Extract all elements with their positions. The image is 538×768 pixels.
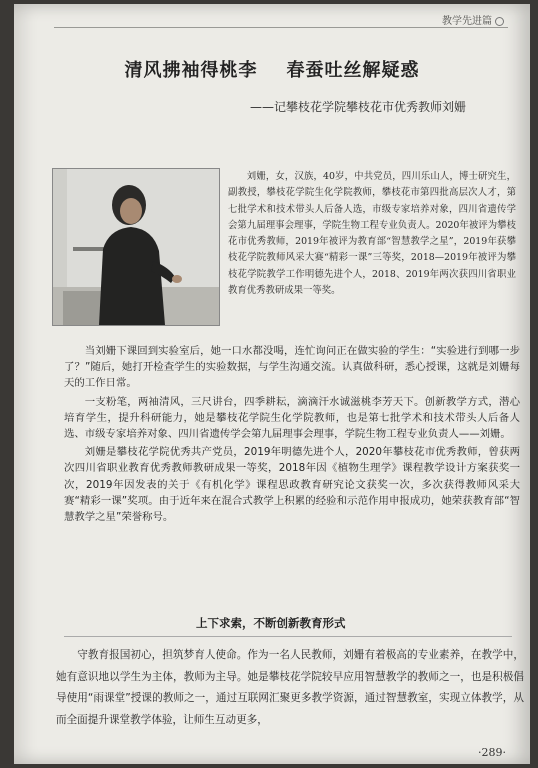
portrait-illustration [53, 169, 219, 325]
paragraph: 刘姗是攀枝花学院优秀共产党员，2019年明德先进个人，2020年攀枝花市优秀教师，曾获两次四川省职业教育优秀教师教研成果一等奖，2018年因《植物生理学》课程教学设计方案获奖一次，2019年因发表的关于《有机化学》课程思政教育研究论文获奖一次，多次获得教师风采大赛“精彩一课”奖项。由于近年来在混合式教学上积累的经验和示范作用申报成功，她荣获教育部“智慧教学之星”荣誉称号。 [64, 446, 520, 524]
article-title: 清风拂袖得桃李 春蚕吐丝解疑惑 [124, 60, 420, 81]
article-subtitle: ——记攀枝花学院攀枝花市优秀教师刘姗 [249, 100, 466, 114]
book-page [14, 4, 530, 764]
section-label: 教学先进篇 [442, 16, 492, 27]
header-rule [54, 27, 508, 28]
section-heading: 上下求索，不断创新教育形式 [196, 616, 346, 630]
section-rule [64, 636, 512, 637]
section-body [56, 645, 524, 731]
portrait-photo [52, 168, 220, 326]
paragraph: 守教育报国初心，担筑梦育人使命。作为一名人民教师，刘姗有着极高的专业素养，在教学中，她有意识地以学生为主体，教师为主导。她是攀枝花学院较早应用智慧教学的教师之一，也是积极倡导使用“雨课堂”授课的教师之一，通过互联网汇聚更多教学资源，通过智慧教室，实现立体教学，从而全面提升课堂教学体验，让师生互动更多， [56, 649, 524, 726]
running-header [442, 12, 504, 27]
circle-icon [495, 17, 504, 26]
author-bio [228, 169, 516, 299]
page-number: ·289· [478, 746, 506, 759]
paragraph: 一支粉笔，两袖清风，三尺讲台，四季耕耘，滴滴汗水诚滋桃李芳天下。创新教学方式，潜心培育学生，提升科研能力，她是攀枝花学院生化学院教师，也是第七批学术和技术带头人后备人选、市级专家培养对象、四川省遗传学会第九届理事会理事，学院生物工程专业负责人——刘姗。 [64, 395, 520, 441]
bio-text: 刘姗，女，汉族，40岁，中共党员，四川乐山人，博士研究生，副教授，攀枝花学院生化学院教师，攀枝花市第四批高层次人才，第七批学术和技术带头人后备人选，市级专家培养对象，四川省遗传学会第九届理事会理事，学院生物工程专业负责人。2020年被评为攀枝花市优秀教师，2019年被评为教育部“智慧教学之星”，2019年获攀枝花学院教师风采大赛“精彩一课”三等奖，2018—2019年被评为攀枝花学院教学工作明德先进个人，2018、2019年两次获四川省职业教育优秀教研成果一等奖。 [228, 171, 516, 297]
article-body [64, 343, 520, 527]
paragraph: 当刘姗下课回到实验室后，她一口水都没喝，连忙询问正在做实验的学生：“实验进行到哪一步了？”随后，她打开检查学生的实验数据，与学生沟通交流。认真做科研，悉心授课，这就是刘姗每天的工作日常。 [64, 345, 520, 390]
